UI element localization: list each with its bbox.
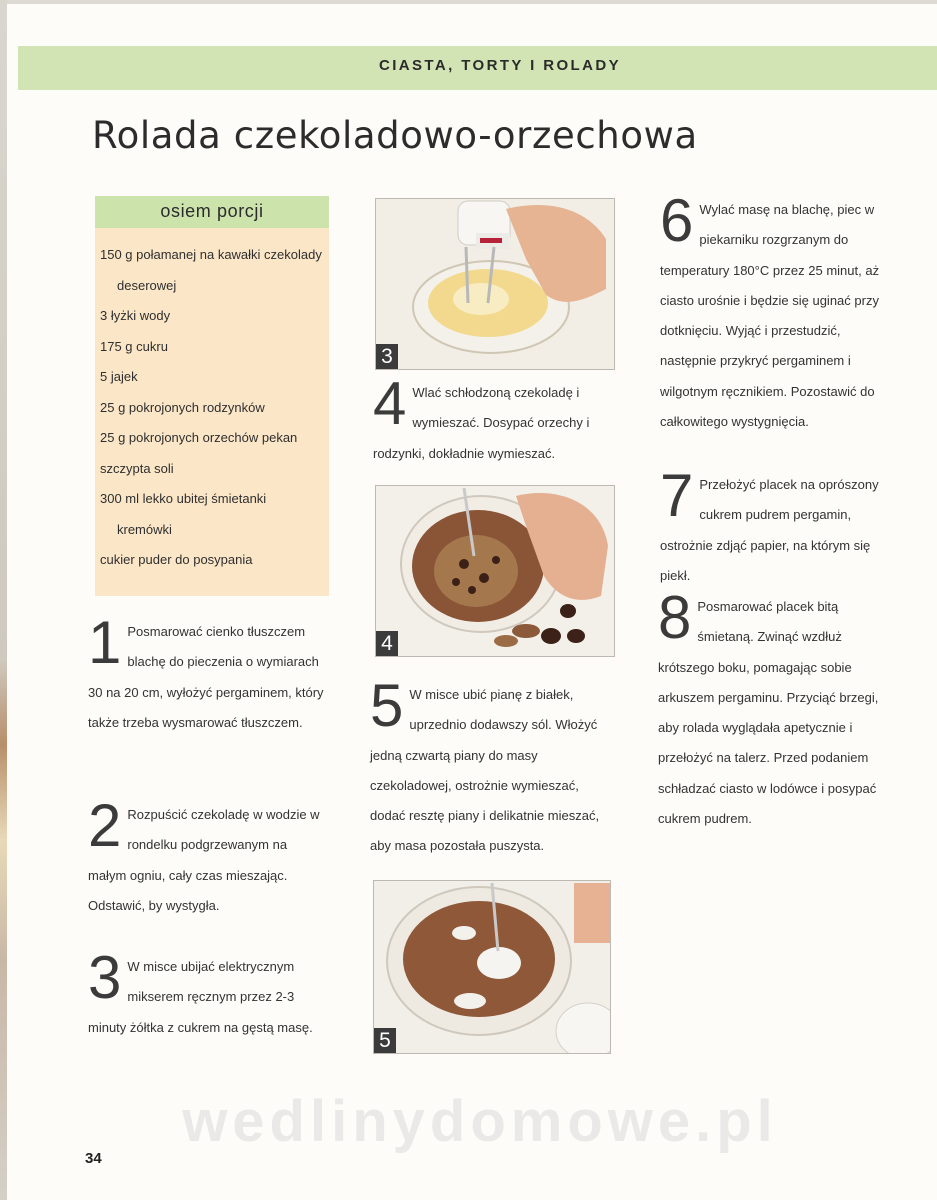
ingredient-item: 175 g cukru: [100, 338, 168, 354]
step-number: 4: [373, 370, 407, 437]
step-number: 3: [88, 944, 122, 1011]
folding-meringue-illustration: [374, 881, 610, 1053]
ingredient-item: szczypta soli: [100, 460, 174, 476]
step-number: 7: [660, 462, 694, 529]
step-number: 2: [88, 792, 122, 859]
photo-label: 5: [374, 1028, 396, 1053]
step-4: [373, 370, 611, 469]
chocolate-nuts-bowl-illustration: [376, 486, 614, 656]
ingredient-item: 25 g pokrojonych orzechów pekan: [100, 430, 298, 445]
step-text: W misce ubijać elektrycznym mikserem ręcznym przez 2-3 minuty żółtka z cukrem na gęstą masę.: [88, 959, 313, 1035]
photo-step-4: [375, 485, 615, 657]
step-number: 1: [88, 609, 122, 676]
step-6: [660, 187, 892, 437]
ingredient-item: 3 łyżki wody: [100, 308, 171, 323]
step-7: [660, 462, 898, 591]
photo-label: 3: [376, 344, 398, 369]
recipe-title: Rolada czekoladowo-orzechowa: [92, 114, 698, 157]
step-text: Rozpuścić czekoladę w wodzie w rondelku podgrzewanym na małym ogniu, cały czas mieszając. Odstawić, by wystygła.: [88, 807, 320, 913]
step-number: 6: [660, 187, 694, 254]
step-5: [370, 672, 610, 862]
ingredients-list: [100, 240, 325, 576]
ingredient-item: 5 jajek: [100, 369, 138, 384]
step-text: Wylać masę na blachę, piec w piekarniku rozgrzanym do temperatury 180°C przez 25 minut, aż ciasto urośnie i będzie się uginać przy dotknięciu. Wyjąć i przestudzić, następnie przykryć pergaminem i wilgotnym ręcznikiem. Pozostawić do całkowitego wystygnięcia.: [660, 202, 880, 430]
step-text: Posmarować cienko tłuszczem blachę do pieczenia o wymiarach 30 na 20 cm, wyłożyć pergaminem, który także trzeba wysmarować tłuszczem.: [88, 624, 324, 730]
ingredients-heading: osiem porcji: [160, 201, 264, 221]
step-1: [88, 609, 328, 738]
page-number: 34: [85, 1150, 102, 1167]
photo-step-3: [375, 198, 615, 370]
photo-label: 4: [376, 631, 398, 656]
ingredient-item: 25 g pokrojonych rodzynków: [100, 399, 265, 415]
step-number: 8: [658, 584, 692, 651]
photo-step-5: [373, 880, 611, 1054]
ingredient-item: 300 ml lekko ubitej śmietanki kremówki: [100, 491, 267, 537]
step-text: Wlać schłodzoną czekoladę i wymieszać. Dosypać orzechy i rodzynki, dokładnie wymieszać.: [373, 385, 590, 461]
step-text: Posmarować placek bitą śmietaną. Zwinąć wzdłuż krótszego boku, pomagając sobie arkuszem pergaminu. Przyciąć brzegi, aby rolada wyglądała apetycznie i przełożyć na talerz. Przed podaniem schładzać ciasto w lodówce i posypać cukrem pudrem.: [658, 599, 879, 827]
step-text: W misce ubić pianę z białek, uprzednio dodawszy sól. Włożyć jedną czwartą piany do masy czekoladowej, ostrożnie wymieszać, dodać resztę piany i delikatnie mieszać, aby masa pozostała puszysta.: [370, 687, 600, 854]
section-title: CIASTA, TORTY I ROLADY: [379, 57, 621, 74]
book-spine: [0, 0, 7, 1200]
step-2: [88, 792, 328, 921]
mixer-bowl-illustration: [376, 199, 614, 369]
ingredient-item: cukier puder do posypania: [100, 552, 253, 567]
ingredient-item: 150 g połamanej na kawałki czekolady deserowej: [100, 247, 322, 293]
step-number: 5: [370, 672, 404, 739]
step-3: [88, 944, 328, 1043]
page-top-edge: [0, 0, 937, 4]
step-text: Przełożyć placek na oprószony cukrem pudrem pergamin, ostrożnie zdjąć papier, na którym się piekł.: [660, 477, 879, 583]
watermark: wedlinydomowe.pl: [182, 1089, 778, 1154]
step-8: [658, 584, 894, 834]
